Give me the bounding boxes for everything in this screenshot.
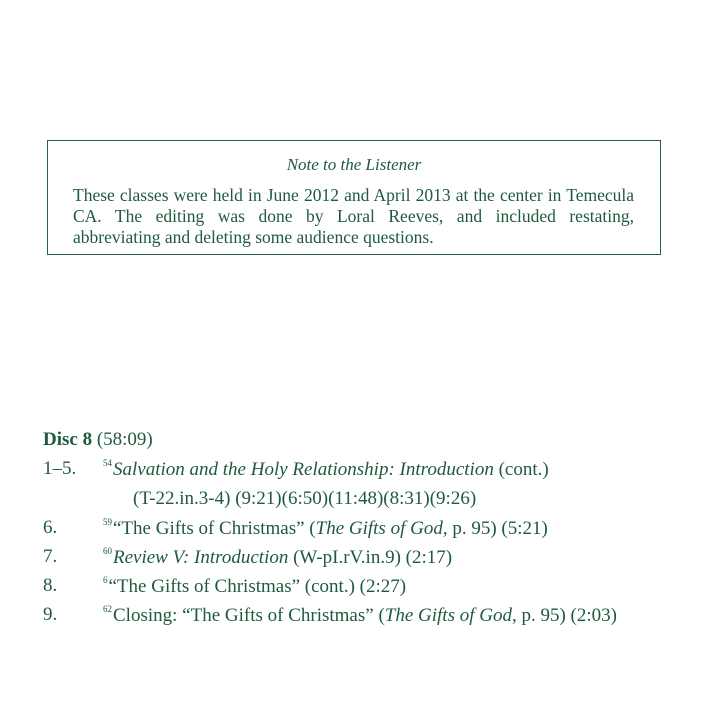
track-rest: , p. 95) (5:21) bbox=[442, 518, 548, 539]
track-content bbox=[103, 458, 549, 481]
track-content bbox=[103, 575, 406, 598]
note-body: These classes were held in June 2012 and April 2013 at the center in Temecula CA. The editing was done by Loral Reeves, and included restating, abbreviating and deleting some audience questions. bbox=[73, 185, 634, 247]
track-rest: , p. 95) (2:03) bbox=[511, 605, 617, 626]
track-number: 1–5. bbox=[43, 458, 77, 479]
footnote-marker: 54 bbox=[103, 458, 112, 468]
footnote-marker: 60 bbox=[103, 546, 112, 556]
note-title: Note to the Listener bbox=[286, 155, 422, 174]
track-number: 7. bbox=[43, 546, 58, 567]
track-number: 9. bbox=[43, 604, 58, 625]
track-rest: (W-pI.rV.in.9) (2:17) bbox=[288, 547, 453, 568]
track-pre: Closing: “The Gifts of Christmas” ( bbox=[113, 605, 385, 626]
track-title: Salvation and the Holy Relationship: Introduction bbox=[113, 459, 494, 480]
note-box bbox=[47, 140, 661, 255]
track-title: The Gifts of God bbox=[384, 605, 512, 626]
footnote-marker: 6 bbox=[103, 575, 108, 585]
track-pre: “The Gifts of Christmas” (cont.) (2:27) bbox=[108, 576, 407, 597]
track-pre: “The Gifts of Christmas” ( bbox=[113, 518, 316, 539]
track-content bbox=[103, 604, 617, 627]
track-title: Review V: Introduction bbox=[113, 547, 289, 568]
disc-label: Disc 8 bbox=[43, 429, 93, 450]
track-number: 8. bbox=[43, 575, 58, 596]
disc-duration: (58:09) bbox=[96, 429, 153, 450]
footnote-marker: 62 bbox=[103, 604, 112, 614]
track-title: The Gifts of God bbox=[315, 518, 443, 539]
track-number: 6. bbox=[43, 517, 58, 538]
track-rest: (cont.) bbox=[493, 459, 549, 480]
track-continuation: (T-22.in.3-4) (9:21)(6:50)(11:48)(8:31)(9:26) bbox=[133, 488, 477, 509]
track-content bbox=[103, 546, 452, 569]
footnote-marker: 59 bbox=[103, 517, 112, 527]
disc-heading bbox=[43, 429, 153, 451]
track-content bbox=[103, 517, 548, 540]
